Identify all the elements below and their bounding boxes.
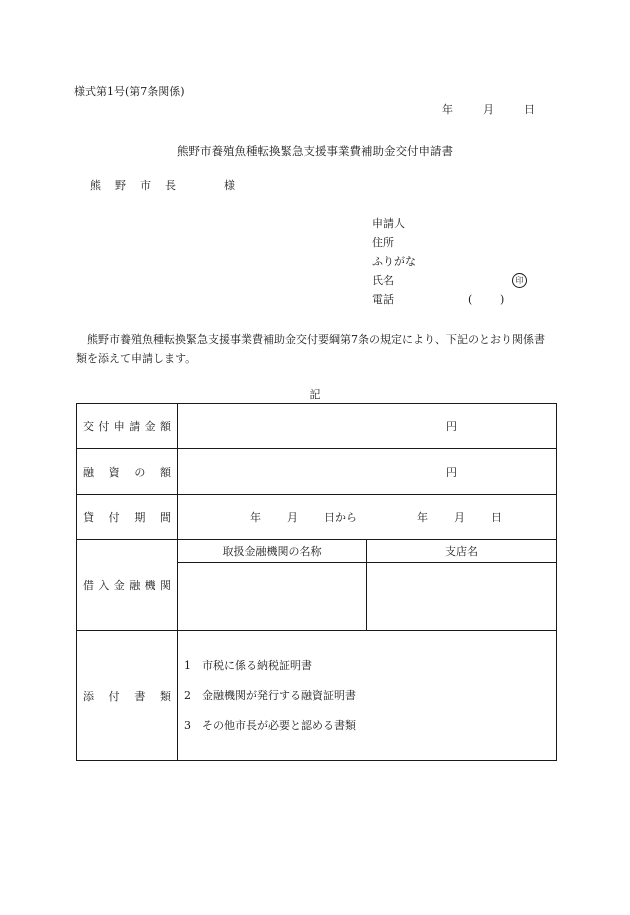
- phone-row: [372, 294, 542, 313]
- attachment-item: 3 その他市長が必要と認める書類: [184, 718, 356, 732]
- period-year-1: 年: [250, 511, 261, 524]
- grant-amount-label: 交付申請金額: [77, 404, 178, 449]
- phone-paren-close: ): [500, 293, 505, 306]
- date-year-label: 年: [442, 103, 453, 116]
- loan-period-row: [77, 495, 557, 540]
- date-line: [442, 104, 535, 115]
- date-day-label: 日: [524, 103, 535, 116]
- loan-period-label: 貸付期間: [77, 495, 178, 540]
- addressee: [90, 180, 235, 191]
- grant-amount-row: [77, 404, 557, 449]
- phone-label: 電話: [372, 293, 394, 306]
- loan-amount-unit: 円: [446, 465, 457, 479]
- applicant-block: [372, 218, 542, 313]
- period-day-2: 日: [491, 511, 502, 524]
- loan-amount-field[interactable]: [178, 449, 557, 495]
- period-year-2: 年: [417, 511, 428, 524]
- addressee-char: 市: [140, 179, 151, 192]
- attachment-item: 1 市税に係る納税証明書: [184, 658, 312, 672]
- application-table: [76, 403, 557, 761]
- branch-header: 支店名: [367, 540, 557, 563]
- date-month-label: 月: [483, 103, 494, 116]
- period-month-1: 月: [287, 511, 298, 524]
- form-number: 様式第1号(第7条関係): [74, 85, 185, 98]
- address-label: 住所: [372, 236, 394, 249]
- lender-label: 借入金融機関: [77, 540, 178, 631]
- loan-period-field[interactable]: [178, 495, 557, 540]
- furigana-label: ふりがな: [372, 255, 416, 268]
- applicant-heading: 申請人: [372, 217, 405, 230]
- lender-header-row: [77, 540, 557, 563]
- attachments-row: [77, 631, 557, 761]
- attachments-label: 添付書類: [77, 631, 178, 761]
- branch-field[interactable]: [367, 563, 557, 631]
- lender-name-field[interactable]: [178, 563, 367, 631]
- attachment-item: 2 金融機関が発行する融資証明書: [184, 688, 356, 702]
- addressee-honorific: 様: [224, 179, 235, 192]
- grant-amount-unit: 円: [446, 420, 457, 433]
- attachments-list: [178, 631, 557, 761]
- name-label: 氏名: [372, 274, 394, 287]
- addressee-char: 野: [115, 179, 126, 192]
- document-title: 熊野市養殖魚種転換緊急支援事業費補助金交付申請書: [177, 144, 453, 158]
- period-month-2: 月: [454, 511, 465, 524]
- loan-amount-row: [77, 449, 557, 495]
- period-day-1: 日から: [324, 511, 357, 524]
- addressee-char: 熊: [90, 179, 101, 192]
- loan-amount-label: 融資の額: [77, 449, 178, 495]
- seal-mark-icon: 印: [512, 273, 527, 288]
- body-text: 熊野市養殖魚種転換緊急支援事業費補助金交付要綱第7条の規定により、下記のとおり関係書類を添えて申請します。: [76, 333, 545, 365]
- addressee-char: 長: [165, 179, 176, 192]
- name-row: [372, 275, 542, 294]
- grant-amount-field[interactable]: [178, 404, 557, 449]
- lender-name-header: 取扱金融機関の名称: [178, 540, 367, 563]
- phone-paren-open: (: [468, 293, 473, 306]
- ki-heading: 記: [309, 388, 321, 401]
